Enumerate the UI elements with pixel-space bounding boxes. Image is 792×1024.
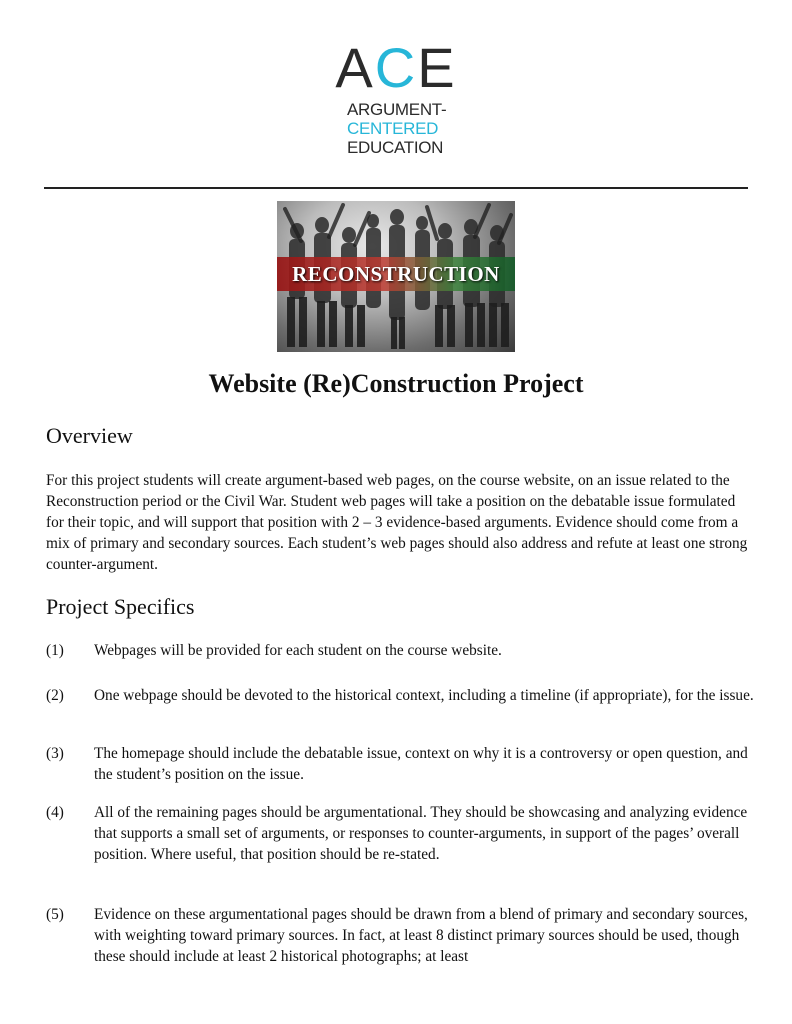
page-title: Website (Re)Construction Project [208,369,584,398]
list-item-text: Evidence on these argumentational pages should be drawn from a blend of primary and secondary sources, with weighting toward primary sources. In fact, at least 8 distinct primary sources should be used, though these should include at least 2 historical photographs; at least [94,906,748,965]
logo-line-centered: CENTERED [347,119,439,138]
project-specifics-heading: Project Specifics [46,594,195,619]
logo-letter-c: C [374,36,418,99]
list-item-text: The homepage should include the debatable issue, context on why it is a controversy or open question, and the student’s position on the issue. [94,745,748,783]
list-item-text: Webpages will be provided for each student on the course website. [94,642,502,659]
reconstruction-banner [277,257,515,291]
list-item-number: (1) [46,642,64,659]
list-item-number: (5) [46,906,64,923]
logo-letter-e: E [417,36,457,99]
list-item-number: (2) [46,687,64,704]
list-item-number: (4) [46,804,64,821]
logo-letter-a: A [335,36,375,99]
list-item-text: One webpage should be devoted to the historical context, including a timeline (if appropriate), for the issue. [94,687,754,704]
logo-line-argument: ARGUMENT- [347,100,447,119]
ace-logo-mark [292,36,500,100]
ace-logo [300,36,500,157]
list-item-number: (3) [46,745,64,762]
list-item-text: All of the remaining pages should be argumentational. They should be showcasing and analyzing evidence that supports a small set of arguments, or responses to counter-arguments, in support of the pages’ overall position. Where useful, that position should be re-stated. [94,804,748,863]
overview-paragraph: For this project students will create argument-based web pages, on the course website, on an issue related to the Reconstruction period or the Civil War. Student web pages will take a position on the debatable issue formulated for their topic, and will support that position with 2 – 3 evidence-based arguments. Evidence should come from a mix of primary and secondary sources. Each student’s web pages should also address and refute at least one strong counter-argument. [46,472,748,573]
overview-heading: Overview [46,423,133,448]
header-divider [44,187,748,189]
reconstruction-illustration [277,201,515,352]
reconstruction-banner-text: RECONSTRUCTION [292,261,500,286]
logo-line-education: EDUCATION [347,138,444,157]
